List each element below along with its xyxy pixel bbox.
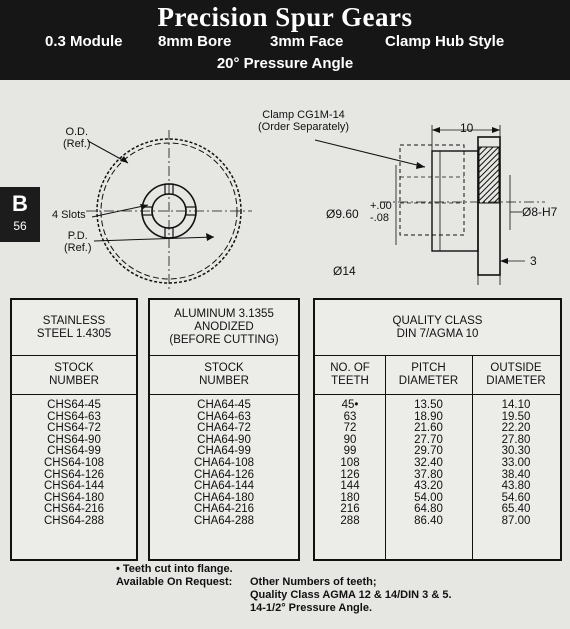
list-item: CHS64-63 <box>47 410 101 423</box>
list-item: 13.50 <box>414 399 443 411</box>
stainless-header: STAINLESS STEEL 1.4305 <box>12 300 136 356</box>
list-item: 54.60 <box>501 491 531 504</box>
section-page-number: 56 <box>13 219 27 233</box>
slots-label: 4 Slots <box>52 209 86 221</box>
list-item: 126 <box>340 468 360 481</box>
list-item: CHA64-126 <box>193 468 255 481</box>
od-label: O.D. (Ref.) <box>63 126 91 150</box>
list-item: CHS64-99 <box>47 445 101 458</box>
pressure-angle-spec: 20° Pressure Angle <box>216 55 354 72</box>
pd-label: P.D. (Ref.) <box>64 230 92 254</box>
bore-spec: 8mm Bore <box>158 33 232 50</box>
bore-dimension: Ø8-H7 <box>522 205 558 219</box>
stainless-stock-header: STOCK NUMBER <box>12 356 136 395</box>
list-item: CHA64-108 <box>193 456 255 469</box>
list-item: CHS64-180 <box>43 491 105 504</box>
stainless-stock-list <box>12 400 136 528</box>
list-item: 65.40 <box>501 503 531 516</box>
stainless-steel-panel <box>10 298 138 561</box>
list-item: CHS64-144 <box>43 480 105 493</box>
list-item: 54.00 <box>414 491 443 504</box>
aluminum-stock-list <box>150 400 298 528</box>
list-item: 63 <box>343 410 357 423</box>
list-item: CHA64-99 <box>197 445 251 458</box>
available-label: Available On Request: <box>116 576 233 588</box>
list-item: 30.30 <box>501 445 531 458</box>
list-item: 27.80 <box>501 433 531 446</box>
outside-diameter-header: OUTSIDE DIAMETER <box>472 356 560 395</box>
list-item: CHA64-144 <box>193 480 255 493</box>
list-item: 19.50 <box>501 410 531 423</box>
list-item: 288 <box>340 514 360 527</box>
tolerance-minus: -.08 <box>370 212 389 224</box>
list-item: CHS64-126 <box>43 468 105 481</box>
list-item: 32.40 <box>414 456 443 469</box>
face-dimension: 10 <box>460 121 474 135</box>
outside-diameter-column <box>472 300 560 559</box>
module-spec: 0.3 Module <box>45 33 123 50</box>
face-spec: 3mm Face <box>270 33 344 50</box>
quality-class-header: QUALITY CLASS DIN 7/AGMA 10 <box>315 300 560 356</box>
available-line: Other Numbers of teeth; <box>250 576 377 588</box>
clamp-label: Clamp CG1M-14 (Order Separately) <box>258 109 350 133</box>
list-item: CHA64-45 <box>197 399 251 411</box>
list-item: CHS64-108 <box>43 456 105 469</box>
list-item: 14.10 <box>501 399 531 411</box>
list-item: CHA64-63 <box>197 410 251 423</box>
list-item: 87.00 <box>501 514 531 527</box>
list-item: 216 <box>340 503 360 516</box>
list-item: CHS64-72 <box>47 422 101 435</box>
list-item: 108 <box>340 456 360 469</box>
pitch-diameter-column <box>385 300 472 559</box>
pitch-diameter-header: PITCH DIAMETER <box>385 356 472 395</box>
hub-diameter-dimension: Ø9.60 <box>326 207 359 221</box>
aluminum-header: ALUMINUM 3.1355 ANODIZED (BEFORE CUTTING) <box>150 300 298 356</box>
width-dimension: 3 <box>530 254 537 268</box>
list-item: 99 <box>343 445 357 458</box>
list-item: 45• <box>341 399 359 411</box>
list-item: 33.00 <box>501 456 531 469</box>
aluminum-panel <box>148 298 300 561</box>
list-item: 29.70 <box>414 445 443 458</box>
available-line: 14-1/2° Pressure Angle. <box>250 602 372 614</box>
list-item: CHS64-288 <box>43 514 105 527</box>
list-item: CHA64-216 <box>193 503 255 516</box>
list-item: 43.80 <box>501 480 531 493</box>
list-item: 64.80 <box>414 503 443 516</box>
list-item: CHS64-45 <box>47 399 101 411</box>
list-item: CHA64-288 <box>193 514 255 527</box>
list-item: CHS64-90 <box>47 433 101 446</box>
list-item: 72 <box>343 422 357 435</box>
tolerance-plus: +.00 <box>370 200 392 212</box>
teeth-column <box>315 300 385 559</box>
list-item: 90 <box>343 433 357 446</box>
list-item: CHA64-90 <box>197 433 251 446</box>
list-item: 27.70 <box>414 433 443 446</box>
list-item: 180 <box>340 491 360 504</box>
style-spec: Clamp Hub Style <box>385 33 505 50</box>
list-item: CHS64-216 <box>43 503 105 516</box>
list-item: 18.90 <box>414 410 443 423</box>
flange-note: • Teeth cut into flange. <box>116 563 233 575</box>
list-item: 37.80 <box>414 468 443 481</box>
header-banner <box>0 0 570 80</box>
list-item: CHA64-72 <box>197 422 251 435</box>
list-item: 38.40 <box>501 468 531 481</box>
list-item: 43.20 <box>414 480 443 493</box>
available-line: Quality Class AGMA 12 & 14/DIN 3 & 5. <box>250 589 452 601</box>
section-letter: B <box>12 191 28 216</box>
list-item: 22.20 <box>501 422 531 435</box>
od-dimension: Ø14 <box>333 264 356 278</box>
page-title: Precision Spur Gears <box>157 2 413 32</box>
teeth-column-header: NO. OF TEETH <box>315 356 385 395</box>
list-item: 144 <box>340 480 360 493</box>
quality-class-panel <box>313 298 562 561</box>
outside-diameter-list <box>472 400 560 528</box>
pitch-diameter-list <box>385 400 472 528</box>
aluminum-stock-header: STOCK NUMBER <box>150 356 298 395</box>
list-item: 86.40 <box>414 514 443 527</box>
list-item: 21.60 <box>414 422 443 435</box>
teeth-list <box>315 400 385 528</box>
list-item: CHA64-180 <box>193 491 255 504</box>
